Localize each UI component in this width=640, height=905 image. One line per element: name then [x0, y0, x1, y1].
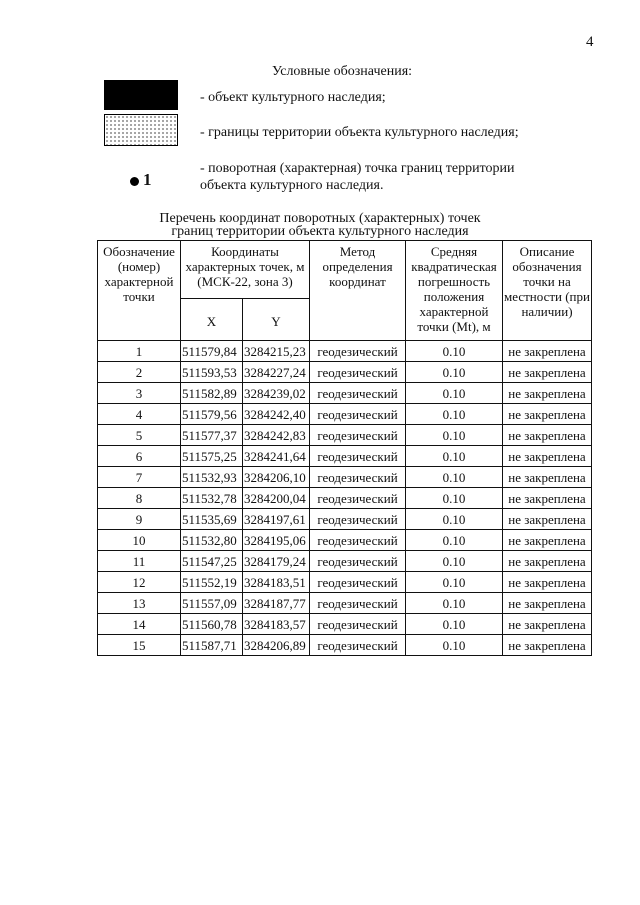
method-cell: геодезический	[310, 593, 406, 614]
point-number-cell: 3	[98, 383, 181, 404]
mean-error-cell: 0.10	[406, 509, 503, 530]
description-cell: не закреплена	[503, 362, 592, 383]
table-title-line-1: Перечень координат поворотных (характерных) точек	[159, 211, 481, 226]
method-cell: геодезический	[310, 530, 406, 551]
point-number-cell: 6	[98, 446, 181, 467]
method-cell: геодезический	[310, 467, 406, 488]
mean-error-cell: 0.10	[406, 530, 503, 551]
description-cell: не закреплена	[503, 488, 592, 509]
point-number-cell: 13	[98, 593, 181, 614]
method-cell: геодезический	[310, 362, 406, 383]
mean-error-cell: 0.10	[406, 572, 503, 593]
point-number-cell: 10	[98, 530, 181, 551]
table-row	[98, 362, 592, 383]
description-cell: не закреплена	[503, 467, 592, 488]
mean-error-cell: 0.10	[406, 488, 503, 509]
legend-item-heritage-object: - объект культурного наследия;	[200, 90, 386, 105]
method-cell: геодезический	[310, 614, 406, 635]
mean-error-cell: 0.10	[406, 362, 503, 383]
y-coordinate-cell: 3284242,83	[243, 425, 310, 446]
turning-point-symbol	[130, 170, 152, 190]
point-number-cell: 11	[98, 551, 181, 572]
page-number: 4	[586, 34, 594, 50]
description-cell: не закреплена	[503, 530, 592, 551]
header-designation: Обозначение (номер) характерной точки	[98, 241, 181, 341]
table-row	[98, 488, 592, 509]
method-cell: геодезический	[310, 341, 406, 362]
x-coordinate-cell: 511547,25	[181, 551, 243, 572]
territory-boundary-swatch	[104, 114, 178, 146]
table-title	[0, 212, 640, 238]
method-cell: геодезический	[310, 446, 406, 467]
legend-item-turning-point: - поворотная (характерная) точка границ территории объекта культурного наследия.	[200, 161, 515, 193]
point-number-cell: 9	[98, 509, 181, 530]
table-row	[98, 383, 592, 404]
description-cell: не закреплена	[503, 593, 592, 614]
point-dot-icon	[130, 177, 139, 186]
legend-item-territory-boundary: - границы территории объекта культурного наследия;	[200, 125, 519, 140]
table-row	[98, 509, 592, 530]
y-coordinate-cell: 3284206,10	[243, 467, 310, 488]
x-coordinate-cell: 511535,69	[181, 509, 243, 530]
coordinates-table	[97, 240, 592, 656]
method-cell: геодезический	[310, 425, 406, 446]
heritage-object-swatch	[104, 80, 178, 110]
x-coordinate-cell: 511532,78	[181, 488, 243, 509]
method-cell: геодезический	[310, 404, 406, 425]
header-error: Средняя квадратическая погрешность положения характерной точки (Mt), м	[406, 241, 503, 341]
table-row	[98, 635, 592, 656]
x-coordinate-cell: 511532,80	[181, 530, 243, 551]
mean-error-cell: 0.10	[406, 383, 503, 404]
mean-error-cell: 0.10	[406, 446, 503, 467]
description-cell: не закреплена	[503, 341, 592, 362]
table-header	[98, 241, 592, 341]
point-number-cell: 7	[98, 467, 181, 488]
table-row	[98, 467, 592, 488]
description-cell: не закреплена	[503, 509, 592, 530]
point-number-cell: 2	[98, 362, 181, 383]
header-coordinates: Координаты характерных точек, м (МСК-22, зона 3)	[181, 241, 310, 299]
mean-error-cell: 0.10	[406, 614, 503, 635]
mean-error-cell: 0.10	[406, 635, 503, 656]
table-row	[98, 551, 592, 572]
x-coordinate-cell: 511560,78	[181, 614, 243, 635]
x-coordinate-cell: 511552,19	[181, 572, 243, 593]
legend-title: Условные обозначения:	[272, 64, 413, 79]
table-row	[98, 572, 592, 593]
y-coordinate-cell: 3284183,57	[243, 614, 310, 635]
mean-error-cell: 0.10	[406, 467, 503, 488]
table-row	[98, 530, 592, 551]
description-cell: не закреплена	[503, 383, 592, 404]
header-method: Метод определения координат	[310, 241, 406, 341]
point-number-cell: 8	[98, 488, 181, 509]
method-cell: геодезический	[310, 635, 406, 656]
x-coordinate-cell: 511575,25	[181, 446, 243, 467]
description-cell: не закреплена	[503, 614, 592, 635]
y-coordinate-cell: 3284195,06	[243, 530, 310, 551]
point-number-cell: 4	[98, 404, 181, 425]
method-cell: геодезический	[310, 488, 406, 509]
table-row	[98, 614, 592, 635]
y-coordinate-cell: 3284242,40	[243, 404, 310, 425]
description-cell: не закреплена	[503, 551, 592, 572]
y-coordinate-cell: 3284197,61	[243, 509, 310, 530]
description-cell: не закреплена	[503, 446, 592, 467]
x-coordinate-cell: 511557,09	[181, 593, 243, 614]
mean-error-cell: 0.10	[406, 341, 503, 362]
description-cell: не закреплена	[503, 572, 592, 593]
mean-error-cell: 0.10	[406, 425, 503, 446]
point-symbol-number: 1	[143, 170, 152, 189]
mean-error-cell: 0.10	[406, 551, 503, 572]
x-coordinate-cell: 511587,71	[181, 635, 243, 656]
x-coordinate-cell: 511532,93	[181, 467, 243, 488]
table-title-line-2: границ территории объекта культурного наследия	[171, 224, 469, 239]
description-cell: не закреплена	[503, 635, 592, 656]
x-coordinate-cell: 511579,56	[181, 404, 243, 425]
header-y: Y	[243, 299, 310, 341]
y-coordinate-cell: 3284179,24	[243, 551, 310, 572]
x-coordinate-cell: 511593,53	[181, 362, 243, 383]
x-coordinate-cell: 511577,37	[181, 425, 243, 446]
point-number-cell: 15	[98, 635, 181, 656]
x-coordinate-cell: 511582,89	[181, 383, 243, 404]
header-x: X	[181, 299, 243, 341]
y-coordinate-cell: 3284187,77	[243, 593, 310, 614]
y-coordinate-cell: 3284241,64	[243, 446, 310, 467]
table-row	[98, 341, 592, 362]
table-body	[98, 341, 592, 656]
y-coordinate-cell: 3284206,89	[243, 635, 310, 656]
y-coordinate-cell: 3284183,51	[243, 572, 310, 593]
table-row	[98, 593, 592, 614]
method-cell: геодезический	[310, 509, 406, 530]
point-number-cell: 5	[98, 425, 181, 446]
header-description: Описание обозначения точки на местности (при наличии)	[503, 241, 592, 341]
table-row	[98, 404, 592, 425]
point-number-cell: 14	[98, 614, 181, 635]
table-row	[98, 425, 592, 446]
point-number-cell: 12	[98, 572, 181, 593]
table-row	[98, 446, 592, 467]
y-coordinate-cell: 3284215,23	[243, 341, 310, 362]
method-cell: геодезический	[310, 572, 406, 593]
description-cell: не закреплена	[503, 404, 592, 425]
mean-error-cell: 0.10	[406, 593, 503, 614]
y-coordinate-cell: 3284200,04	[243, 488, 310, 509]
method-cell: геодезический	[310, 383, 406, 404]
point-number-cell: 1	[98, 341, 181, 362]
y-coordinate-cell: 3284239,02	[243, 383, 310, 404]
method-cell: геодезический	[310, 551, 406, 572]
x-coordinate-cell: 511579,84	[181, 341, 243, 362]
mean-error-cell: 0.10	[406, 404, 503, 425]
description-cell: не закреплена	[503, 425, 592, 446]
y-coordinate-cell: 3284227,24	[243, 362, 310, 383]
